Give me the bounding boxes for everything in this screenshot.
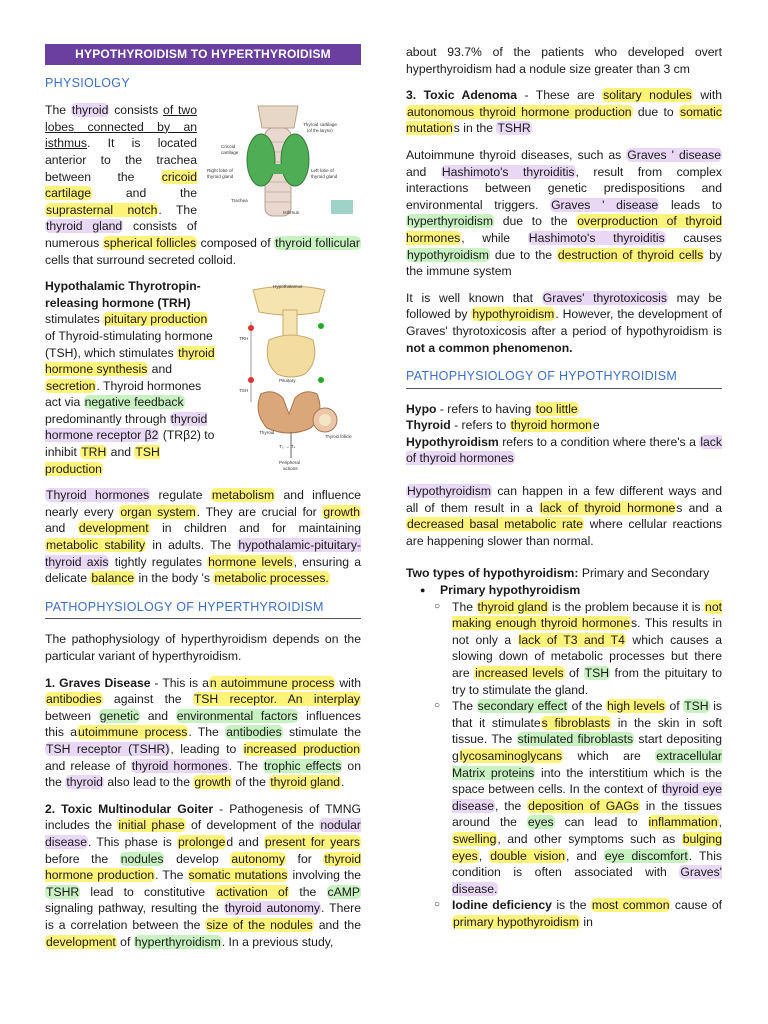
list-item: ○ The thyroid gland is the problem because it is not making enough thyroid hormones. This results in not only a lack of T3 and T4 which causes a slowing down of metabolic processes but there are increased levels of TSH from the pituitary to try to stimulate the gland. xyxy=(434,599,722,699)
thyroid-paragraph: The thyroid consists of two lobes connected by an isthmus. It is located anterior to the trachea between the cricoid cartilage and the suprasternal notch. The thyroid gland consists of numerous spherical follicles composed of thyroid follicular cells that surround secreted colloid. xyxy=(45,103,360,267)
logo-mark xyxy=(331,200,353,214)
thyroid-img-label-1b: (of the larynx) xyxy=(307,128,333,134)
list-item: ○ The secondary effect of the high levels of TSH is that it stimulates fibroblasts in the skin in soft tissue. The stimulated fibroblasts start depositing glycosaminoglycans which are extracellular Matrix proteins into the interstitium which is the space between cells. In the context of thyroid eye disease, the deposition of GAGs in the tissues around the eyes can lead to inflammation, swelling, and other symptoms such as bulging eyes, double vision, and eye discomfort. This condition is often associated with Graves' disease. xyxy=(434,698,722,897)
definition-hypothyroidism: Hypothyroidism refers to a condition where there's a lack of thyroid hormones xyxy=(406,434,722,466)
thyroid-img-label-2b: cartilage xyxy=(221,150,239,156)
axis-label-actions: actions xyxy=(283,466,298,472)
definitions-block xyxy=(406,401,722,467)
two-types-line: Two types of hypothyroidism: Primary and Secondary xyxy=(406,566,710,581)
axis-label-peripheral: Peripheral xyxy=(279,460,300,466)
axis-label-thyroid: Thyroid xyxy=(259,430,275,436)
thyroid-img-label-5: Trachea xyxy=(231,198,248,204)
thyroid-img-label-3: Right lobe of xyxy=(207,168,233,174)
axis-label-follicle: Thyroid follicle xyxy=(325,434,352,440)
physiology-heading: PHYSIOLOGY xyxy=(45,75,130,90)
axis-label-tsh: TSH xyxy=(239,388,249,394)
tmng-paragraph: 2. Toxic Multinodular Goiter - Pathogenesis of TMNG includes the initial phase of development of the nodular disease. This phase is prolonged and present for years before the nodules develop autonomy for thyroid hormone production. The somatic mutations involving the TSHR lead to constitutive activation of the cAMP signaling pathway, resulting the thyroid autonomy. There is a correlation between the size of the nodules and the development of hyperthyroidism. In a previous study, xyxy=(45,801,362,949)
primary-details-list xyxy=(406,599,722,931)
thyroid-img-label-3b: thyroid gland xyxy=(207,174,234,180)
metabolism-paragraph: Thyroid hormones regulate metabolism and influence nearly every organ system. They are crucial for growth and development in children and for maintaining metabolic stability in adults. The hypothalamic-pituitary-thyroid axis tightly regulates hormone levels, ensuring a delicate balance in the body 's metabolic processes. xyxy=(45,488,362,586)
thyroid-img-label-6: Isthmus xyxy=(283,210,300,216)
trh-paragraph: Hypothalamic Thyrotropin-releasing hormone (TRH) stimulates pituitary production of Thyroid-stimulating hormone (TSH), which stimulates thyroid hormone synthesis and secretion. Thyroid hormones act via negative feedback predominantly through thyroid hormone receptor β2 (TRβ2) to inhibit TRH and TSH production xyxy=(45,279,215,476)
thyroid-img-label-4b: thyroid gland xyxy=(311,174,338,180)
list-item: ○ Iodine deficiency is the most common cause of primary hypothyroidism in xyxy=(434,897,722,930)
left-column xyxy=(45,44,361,960)
hypothyroidism-types-list xyxy=(406,582,722,599)
axis-label-hypothalamus: Hypothalamus xyxy=(273,284,303,290)
graves-paragraph: 1. Graves Disease - This is an autoimmune process with antibodies against the TSH receptor. An interplay between genetic and environmental factors influences this autoimmune process. The antibodies stimulate the TSH receptor (TSHR), leading to increased production and release of thyroid hormones. The trophic effects on the thyroid also lead to the growth of the thyroid gland. xyxy=(45,675,361,790)
hypothyroidism-paragraph: Hypothyroidism can happen in a few different ways and all of them result in a lack of thyroid hormones and a decreased basal metabolic rate where cellular reactions are happening slower than normal. xyxy=(406,484,723,548)
thyroid-anatomy-image xyxy=(203,102,361,222)
hpt-axis-image xyxy=(221,282,361,474)
toxic-adenoma-paragraph: 3. Toxic Adenoma - These are solitary nodules with autonomous thyroid hormone production due to somatic mutations in the TSHR xyxy=(406,88,723,136)
pathophysiology-hypo-heading: PATHOPHYSIOLOGY OF HYPOTHYROIDISM xyxy=(406,366,722,389)
autoimmune-paragraph: Autoimmune thyroid diseases, such as Graves ' disease and Hashimoto's thyroiditis, result from complex interactions between genetic predispositions and environmental triggers. Graves ' disease leads to hyperthyroidism due to the overproduction of thyroid hormones, while Hashimoto's thyroiditis causes hypothyroidism due to the destruction of thyroid cells by the immune system xyxy=(406,147,722,279)
thyroid-img-label-1: Thyroid cartilage xyxy=(303,122,337,128)
definition-thyroid: Thyroid - refers to thyroid hormone xyxy=(406,418,600,433)
thyroid-img-label-4: Left lobe of xyxy=(311,168,334,174)
document-title: HYPOTHYROIDISM TO HYPERTHYROIDISM xyxy=(45,44,361,65)
axis-label-trh: TRH xyxy=(239,336,249,342)
pathophysiology-hyper-heading: PATHOPHYSIOLOGY OF HYPERTHYROIDISM xyxy=(45,597,361,620)
definition-hypo: Hypo - refers to having too little xyxy=(406,401,578,416)
thyroid-img-label-2: Cricoid xyxy=(221,144,236,150)
axis-label-pituitary: Pituitary xyxy=(279,378,296,384)
continuation-paragraph: about 93.7% of the patients who developed overt hyperthyroidism had a nodule size greater than 3 cm xyxy=(406,45,722,76)
graves-known-paragraph: It is well known that Graves' thyrotoxicosis may be followed by hypothyroidism. However, the development of Graves' thyrotoxicosis after a period of hypothyroidism is not a common phenomenon. xyxy=(406,290,722,355)
right-column xyxy=(406,44,722,931)
primary-hypothyroidism-item: ● Primary hypothyroidism xyxy=(420,582,722,599)
axis-label-t3t4: T₃ → T₄ xyxy=(279,444,296,450)
patho-intro-paragraph: The pathophysiology of hyperthyroidism depends on the particular variant of hyperthyroidism. xyxy=(45,632,361,663)
